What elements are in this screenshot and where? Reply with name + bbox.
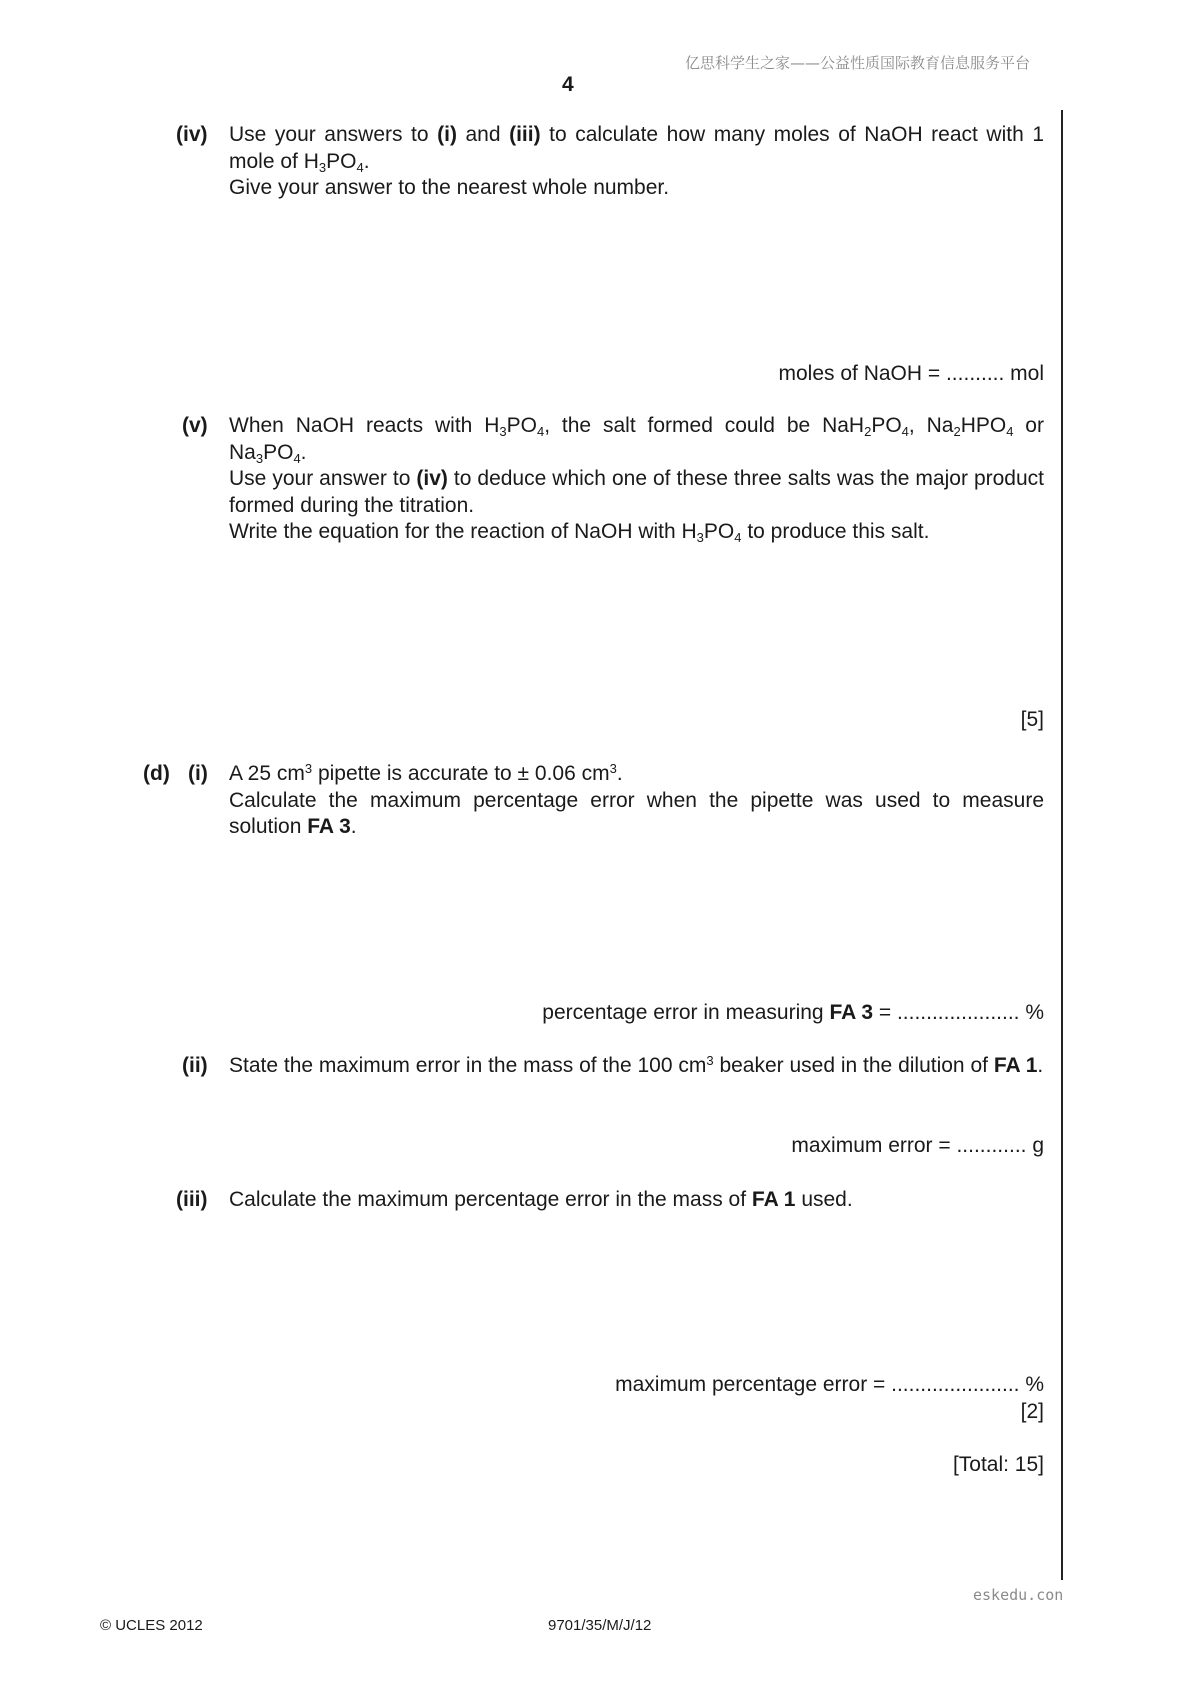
question-d-i-text: A 25 $cm^3$ pipette is accurate to ± 0.06 $cm^3$. Calculate the maximum percentage error when the pipette was used to measure solution FA 3. — [229, 761, 1044, 838]
answer-line-moles-naoh[interactable]: moles of NaOH = .......... mol — [778, 362, 1044, 385]
paper-code: 9701/35/M/J/12 — [548, 1617, 652, 1634]
header-watermark: 亿思科学生之家——公益性质国际教育信息服务平台 — [685, 54, 1031, 72]
page-number: 4 — [562, 73, 574, 96]
margin-line — [1061, 110, 1063, 1580]
answer-line-percentage-error-fa3[interactable]: percentage error in measuring FA 3 = ..................... % — [542, 1001, 1044, 1024]
question-iv-text: Use your answers to (i) and (iii) to calculate how many moles of NaOH react with 1 mole of $H_3PO_4$. Give your answer to the nearest whole number. — [229, 123, 1044, 199]
question-label-d-ii: (ii) — [182, 1054, 208, 1077]
question-label-d: (d) — [143, 762, 170, 785]
question-label-v: (v) — [182, 414, 208, 437]
total-marks: [Total: 15] — [952, 1453, 1044, 1476]
answer-line-max-percentage-error[interactable]: maximum percentage error = ...................... % — [615, 1373, 1044, 1396]
question-label-d-iii: (iii) — [176, 1188, 208, 1211]
question-label-iv: (iv) — [176, 123, 208, 146]
copyright: © UCLES 2012 — [100, 1617, 203, 1634]
footer-watermark: eskedu.con — [973, 1586, 1064, 1604]
question-label-d-i: (i) — [188, 762, 208, 785]
question-v-text: When NaOH reacts with $H_3PO_4$, the salt formed could be $NaH_2PO_4$, $Na_2HPO_4$ or $Na_3PO_4$. Use your answer to (iv) to deduce which one of these three salts was the major product formed during the titration. Write the equation for the reaction of NaOH with $H_3PO_4$ to produce this salt. — [229, 414, 1044, 545]
marks-5: [5] — [1020, 708, 1044, 731]
question-d-iii-text: Calculate the maximum percentage error in the mass of FA 1 used. — [229, 1188, 853, 1211]
question-d-ii-text: State the maximum error in the mass of the 100 $cm^3$ beaker used in the dilution of FA 1. — [229, 1053, 1044, 1077]
answer-line-maximum-error[interactable]: maximum error = ............ g — [791, 1134, 1044, 1157]
marks-2: [2] — [1020, 1400, 1044, 1423]
